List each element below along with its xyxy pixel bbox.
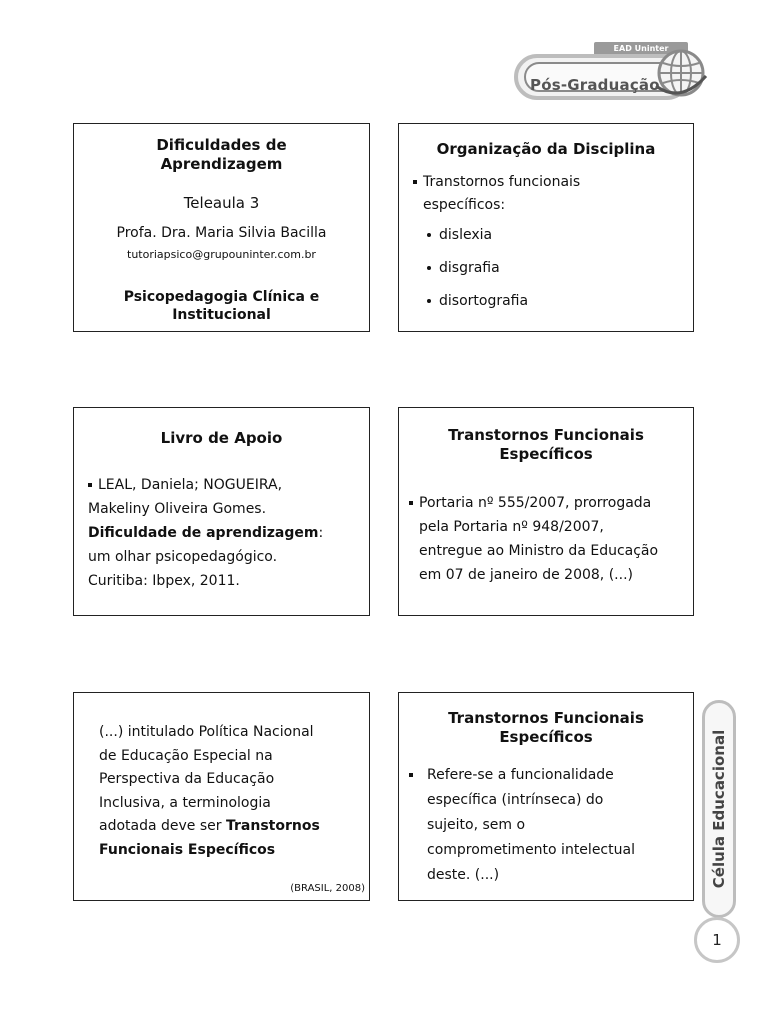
page-number: 1 [694, 917, 740, 963]
slide-specific-disorders-2 [398, 692, 694, 901]
bullet-icon [413, 180, 417, 184]
bullet-icon [427, 299, 431, 303]
logo-tag: EAD Uninter [594, 42, 688, 56]
citation: (BRASIL, 2008) [290, 883, 365, 894]
professor-name: Profa. Dra. Maria Silvia Bacilla [116, 225, 327, 241]
lesson-number: Teleaula 3 [183, 194, 260, 212]
slide-heading: Organização da Disciplina [436, 140, 656, 158]
bullet-icon [88, 483, 92, 487]
slide-specific-disorders-1 [398, 407, 694, 616]
bullet-icon [427, 266, 431, 270]
quote-text: (...) intitulado Política Nacional de Educação Especial na Perspectiva da Educação Inclusiva, a terminologia adotada deve ser Transtornos Funcionais Específicos [99, 724, 320, 858]
slide-heading: Transtornos Funcionais Específicos [448, 709, 644, 746]
contact-email: tutoriapsico@grupouninter.com.br [127, 248, 316, 261]
book-reference: LEAL, Daniela; NOGUEIRA, Makeliny Oliveira Gomes. Dificuldade de aprendizagem: um olhar psicopedagógico. Curitiba: Ibpex, 2011. [88, 477, 324, 589]
list-item: Transtornos funcionais [413, 171, 683, 194]
celula-educacional-tab [702, 700, 736, 918]
sub-list-item: dislexia [427, 227, 492, 243]
slide-body: Portaria nº 555/2007, prorrogada pela Portaria nº 948/2007, entregue ao Ministro da Educação em 07 de janeiro de 2008, (...) [409, 491, 691, 587]
slide-heading: Transtornos Funcionais Específicos [448, 426, 644, 463]
bullet-icon [427, 233, 431, 237]
slide-title [73, 123, 370, 332]
globe-icon [654, 46, 708, 100]
course-name: Psicopedagogia Clínica e Institucional [123, 289, 320, 323]
logo-wordmark: Pós-Graduação [530, 76, 660, 94]
slide-policy-quote [73, 692, 370, 901]
slide-title-heading: Dificuldades de Aprendizagem [156, 136, 287, 173]
sub-list-item: disortografia [427, 293, 528, 309]
pos-graduacao-logo [510, 40, 716, 106]
book-title: Dificuldade de aprendizagem [88, 525, 319, 541]
sidetab-label: Célula Educacional [710, 729, 728, 889]
topic-list: Transtornos funcionais específicos: [413, 171, 683, 217]
bullet-icon [409, 501, 413, 505]
bullet-icon [409, 773, 413, 777]
sub-list-item: disgrafia [427, 260, 500, 276]
slide-body: Refere-se a funcionalidade específica (intrínseca) do sujeito, sem o comprometimento intelectual deste. (...) [409, 763, 679, 888]
slide-heading: Livro de Apoio [160, 429, 283, 447]
slide-organization [398, 123, 694, 332]
slide-support-book [73, 407, 370, 616]
